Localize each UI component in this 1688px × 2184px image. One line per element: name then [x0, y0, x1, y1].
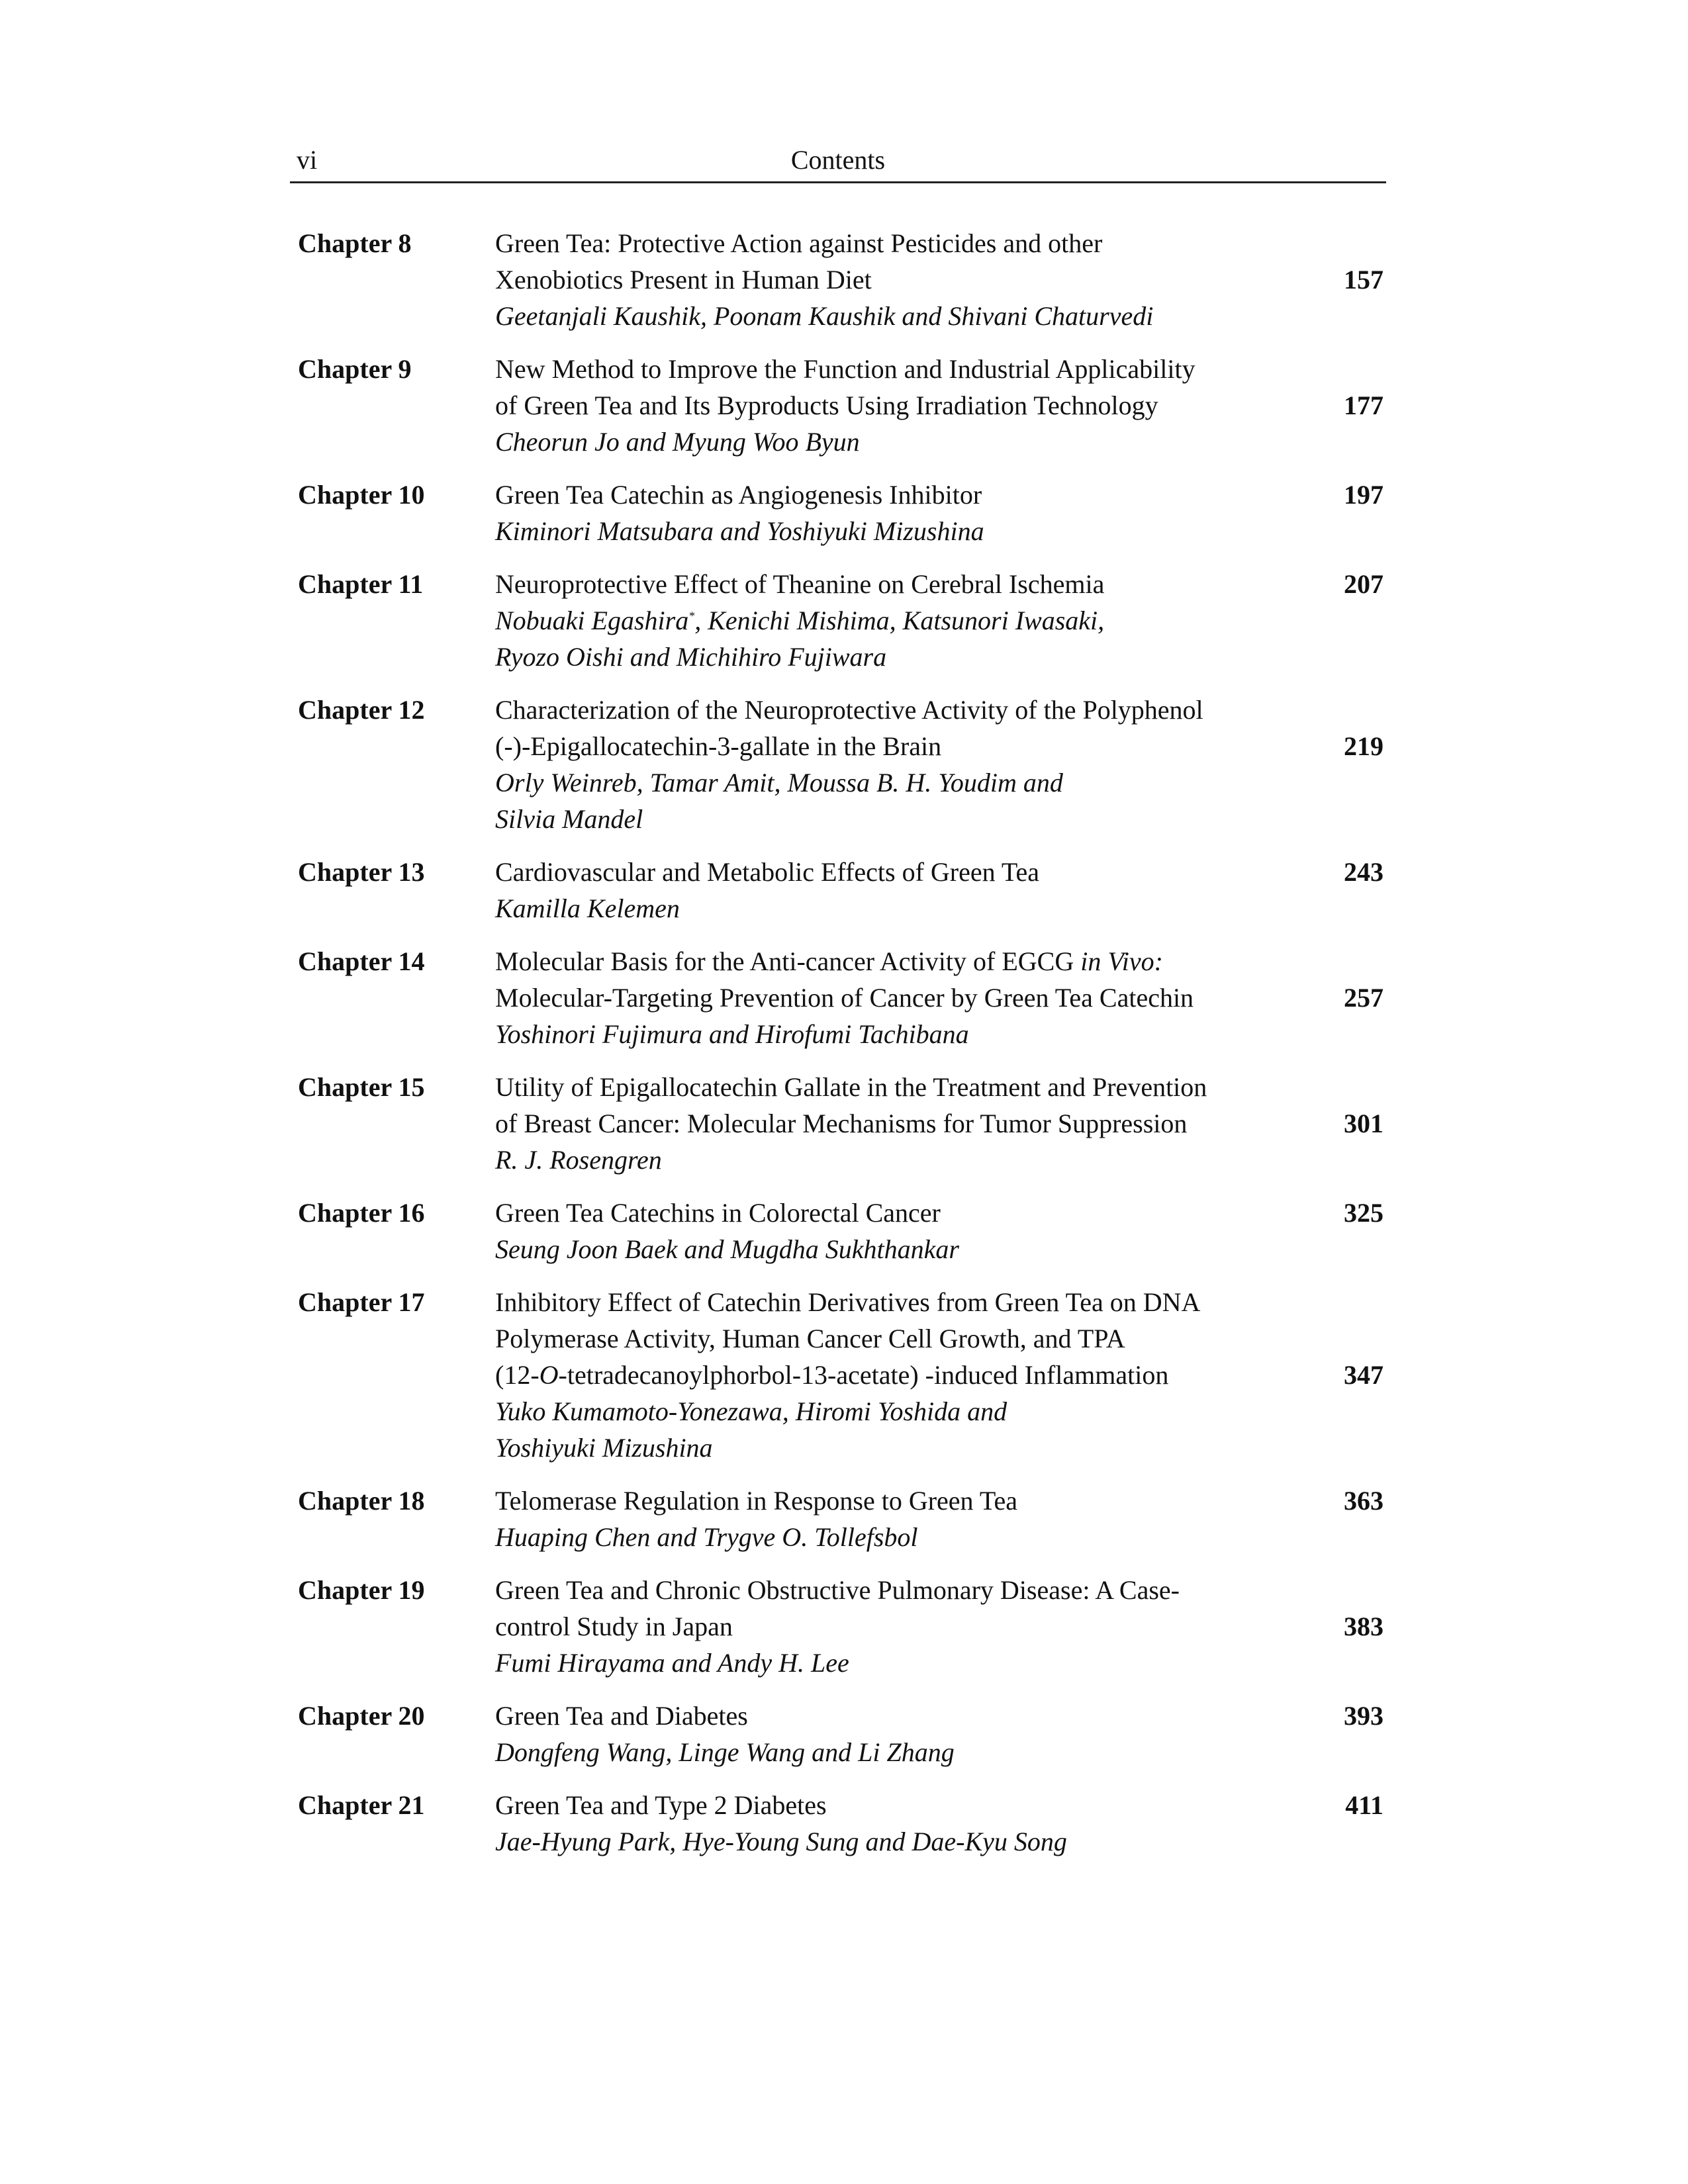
chapter-title-line: Telomerase Regulation in Response to Green Tea — [495, 1486, 1017, 1516]
page-ref: 411 — [1345, 1790, 1383, 1820]
page-ref: 243 — [1344, 857, 1383, 887]
chapter-title-line: (-)-Epigallocatechin-3-gallate in the Brain — [495, 731, 942, 761]
chapter-label: Chapter 18 — [298, 1486, 425, 1516]
page-ref: 219 — [1344, 731, 1383, 761]
page-ref: 177 — [1344, 390, 1383, 420]
chapter-label: Chapter 20 — [298, 1701, 425, 1731]
entry-body — [495, 1284, 1293, 1466]
entry-body — [495, 566, 1293, 675]
page-number: vi — [297, 145, 318, 175]
chapter-authors-line: Huaping Chen and Trygve O. Tollefsbol — [495, 1522, 918, 1552]
chapter-title-line: (12-O-tetradecanoylphorbol-13-acetate) -induced Inflammation — [495, 1360, 1169, 1390]
chapter-label: Chapter 19 — [298, 1575, 425, 1605]
chapter-title-line: Green Tea Catechins in Colorectal Cancer — [495, 1198, 941, 1228]
entry-body — [495, 692, 1293, 837]
running-title: Contents — [790, 145, 886, 175]
page-ref: 393 — [1344, 1701, 1383, 1731]
page-ref: 207 — [1344, 569, 1383, 599]
chapter-label: Chapter 8 — [298, 228, 412, 258]
chapter-title-line: Utility of Epigallocatechin Gallate in the Treatment and Prevention — [495, 1072, 1207, 1102]
chapter-authors-line: Yuko Kumamoto-Yonezawa, Hiromi Yoshida and — [495, 1396, 1008, 1426]
chapter-title-line: Characterization of the Neuroprotective Activity of the Polyphenol — [495, 695, 1203, 725]
chapter-title-line: Cardiovascular and Metabolic Effects of Green Tea — [495, 857, 1040, 887]
chapter-label: Chapter 9 — [298, 354, 412, 384]
page-ref: 383 — [1344, 1612, 1383, 1641]
chapter-label: Chapter 12 — [298, 695, 425, 725]
chapter-title-line: of Green Tea and Its Byproducts Using Irradiation Technology — [495, 390, 1158, 420]
page-ref: 157 — [1344, 265, 1383, 295]
chapter-label: Chapter 17 — [298, 1287, 425, 1317]
page-ref: 197 — [1344, 480, 1383, 510]
chapter-authors-line: Yoshinori Fujimura and Hirofumi Tachibana — [495, 1019, 969, 1049]
chapter-authors-line: Seung Joon Baek and Mugdha Sukhthankar — [495, 1234, 959, 1264]
chapter-label: Chapter 16 — [298, 1198, 425, 1228]
chapter-label: Chapter 11 — [298, 569, 424, 599]
page-ref: 363 — [1344, 1486, 1383, 1516]
chapter-title-line: Green Tea and Type 2 Diabetes — [495, 1790, 827, 1820]
chapter-title-line: Green Tea and Diabetes — [495, 1701, 748, 1731]
chapter-authors-line: Ryozo Oishi and Michihiro Fujiwara — [495, 642, 887, 672]
entry-body — [495, 351, 1293, 460]
chapter-label: Chapter 10 — [298, 480, 425, 510]
chapter-authors-line: Orly Weinreb, Tamar Amit, Moussa B. H. Youdim and — [495, 768, 1063, 797]
chapter-title-line: Polymerase Activity, Human Cancer Cell Growth, and TPA — [495, 1324, 1125, 1353]
page-ref: 347 — [1344, 1360, 1383, 1390]
page-ref: 257 — [1344, 983, 1383, 1013]
entry-body — [495, 1482, 1293, 1555]
chapter-title-line: Xenobiotics Present in Human Diet — [495, 265, 872, 295]
chapter-authors-line: Dongfeng Wang, Linge Wang and Li Zhang — [495, 1737, 955, 1767]
chapter-authors-line: R. J. Rosengren — [495, 1145, 662, 1175]
chapter-authors-line: Fumi Hirayama and Andy H. Lee — [495, 1648, 849, 1678]
entry-body — [495, 1787, 1293, 1860]
entry-body — [495, 1572, 1293, 1681]
chapter-authors-line: Kamilla Kelemen — [495, 893, 680, 923]
chapter-authors-line: Jae-Hyung Park, Hye-Young Sung and Dae-Kyu Song — [495, 1827, 1067, 1856]
chapter-title-line: Molecular Basis for the Anti-cancer Activity of EGCG in Vivo: — [495, 946, 1163, 976]
chapter-label: Chapter 13 — [298, 857, 425, 887]
chapter-label: Chapter 21 — [298, 1790, 425, 1820]
entry-body — [495, 1698, 1293, 1770]
chapter-title-line: of Breast Cancer: Molecular Mechanisms for Tumor Suppression — [495, 1109, 1188, 1138]
chapter-title-line: Green Tea Catechin as Angiogenesis Inhibitor — [495, 480, 982, 510]
chapter-title-line: Molecular-Targeting Prevention of Cancer by Green Tea Catechin — [495, 983, 1194, 1013]
chapter-label: Chapter 14 — [298, 946, 425, 976]
chapter-title-line: New Method to Improve the Function and Industrial Applicability — [495, 354, 1196, 384]
entry-body — [495, 1069, 1293, 1178]
chapter-title-line: Neuroprotective Effect of Theanine on Cerebral Ischemia — [495, 569, 1105, 599]
page-ref: 301 — [1344, 1109, 1383, 1138]
chapter-label: Chapter 15 — [298, 1072, 425, 1102]
chapter-authors-line: Silvia Mandel — [495, 804, 643, 834]
entry-body — [495, 225, 1293, 334]
chapter-authors-line: Nobuaki Egashira*, Kenichi Mishima, Katsunori Iwasaki, — [495, 606, 1105, 635]
chapter-title-line: Green Tea: Protective Action against Pesticides and other — [495, 228, 1103, 258]
entry-body — [495, 854, 1293, 927]
chapter-title-line: Green Tea and Chronic Obstructive Pulmonary Disease: A Case- — [495, 1575, 1180, 1605]
chapter-authors-line: Geetanjali Kaushik, Poonam Kaushik and Shivani Chaturvedi — [495, 301, 1154, 331]
chapter-title-line: Inhibitory Effect of Catechin Derivatives from Green Tea on DNA — [495, 1287, 1201, 1317]
chapter-authors-line: Kiminori Matsubara and Yoshiyuki Mizushina — [495, 516, 984, 546]
entry-body — [495, 477, 1293, 549]
chapter-authors-line: Yoshiyuki Mizushina — [495, 1433, 713, 1463]
chapter-authors-line: Cheorun Jo and Myung Woo Byun — [495, 427, 860, 457]
chapter-title-line: control Study in Japan — [495, 1612, 733, 1641]
page-ref: 325 — [1344, 1198, 1383, 1228]
entry-body — [495, 1195, 1293, 1267]
footnote-mark: * — [688, 609, 695, 623]
entry-body — [495, 943, 1293, 1052]
